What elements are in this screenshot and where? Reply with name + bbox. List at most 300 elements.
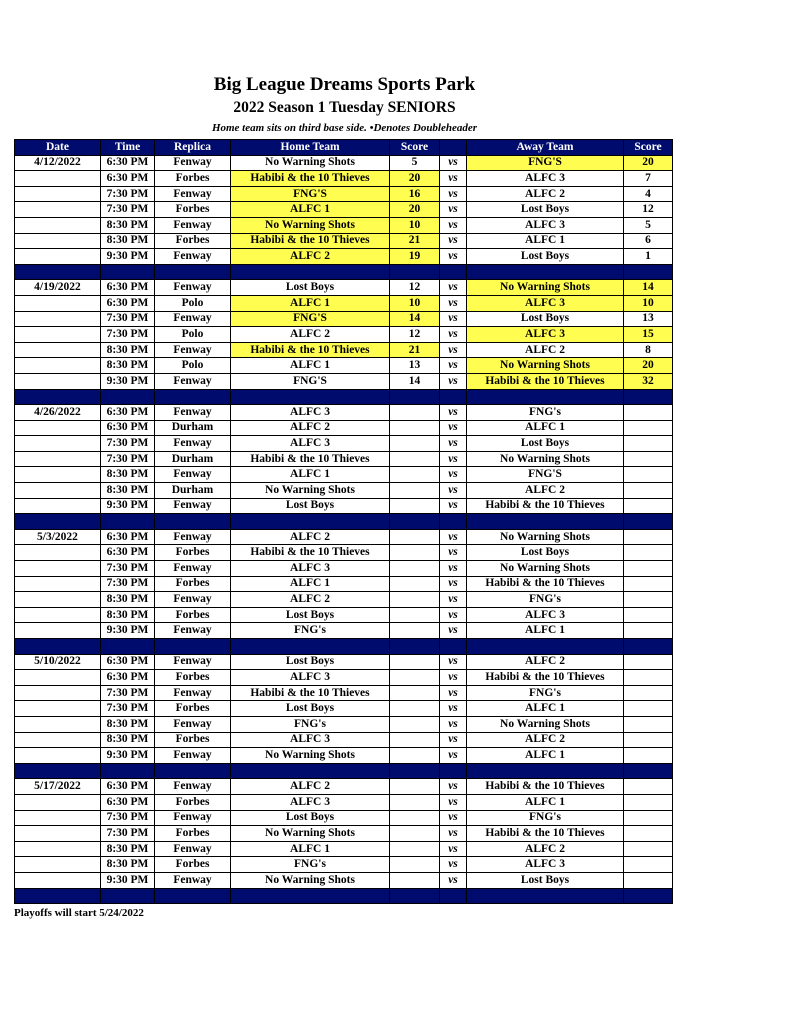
date-cell	[15, 701, 101, 717]
home-score-cell: 21	[390, 233, 440, 249]
replica-cell: Fenway	[155, 436, 231, 452]
vs-cell: vs	[440, 467, 467, 483]
away-team-cell: Habibi & the 10 Thieves	[467, 670, 624, 686]
date-cell	[15, 249, 101, 265]
date-cell	[15, 841, 101, 857]
time-cell: 7:30 PM	[101, 186, 155, 202]
table-row	[15, 701, 673, 717]
replica-cell: Fenway	[155, 592, 231, 608]
away-team-cell: ALFC 1	[467, 623, 624, 639]
vs-cell: vs	[440, 545, 467, 561]
away-score-cell: 14	[624, 280, 673, 296]
table-row	[15, 233, 673, 249]
away-team-cell: FNG's	[467, 405, 624, 421]
separator-cell	[390, 389, 440, 405]
vs-cell: vs	[440, 794, 467, 810]
page-subtitle: 2022 Season 1 Tuesday SENIORS	[233, 99, 456, 116]
separator-cell	[390, 763, 440, 779]
vs-cell: vs	[440, 607, 467, 623]
vs-cell: vs	[440, 171, 467, 187]
away-score-cell	[624, 841, 673, 857]
col-header-date: Date	[15, 140, 101, 156]
separator-cell	[231, 514, 390, 530]
replica-cell: Forbes	[155, 857, 231, 873]
home-score-cell	[390, 841, 440, 857]
home-team-cell: Lost Boys	[231, 701, 390, 717]
home-score-cell	[390, 498, 440, 514]
home-team-cell: No Warning Shots	[231, 748, 390, 764]
separator-cell	[231, 763, 390, 779]
replica-cell: Forbes	[155, 607, 231, 623]
vs-cell: vs	[440, 217, 467, 233]
table-row	[15, 249, 673, 265]
replica-cell: Fenway	[155, 405, 231, 421]
away-team-cell: ALFC 3	[467, 857, 624, 873]
replica-cell: Fenway	[155, 280, 231, 296]
home-score-cell: 16	[390, 186, 440, 202]
replica-cell: Fenway	[155, 467, 231, 483]
home-score-cell	[390, 420, 440, 436]
replica-cell: Fenway	[155, 373, 231, 389]
away-score-cell	[624, 748, 673, 764]
home-team-cell: Lost Boys	[231, 810, 390, 826]
home-team-cell: No Warning Shots	[231, 826, 390, 842]
home-team-cell: ALFC 2	[231, 779, 390, 795]
time-cell: 6:30 PM	[101, 405, 155, 421]
vs-cell: vs	[440, 685, 467, 701]
home-team-cell: Habibi & the 10 Thieves	[231, 171, 390, 187]
vs-cell: vs	[440, 592, 467, 608]
home-team-cell: No Warning Shots	[231, 483, 390, 499]
table-row	[15, 217, 673, 233]
away-score-cell: 8	[624, 342, 673, 358]
table-row	[15, 654, 673, 670]
home-team-cell: Lost Boys	[231, 498, 390, 514]
separator-cell	[101, 639, 155, 655]
time-cell: 6:30 PM	[101, 171, 155, 187]
replica-cell: Forbes	[155, 545, 231, 561]
table-row	[15, 794, 673, 810]
time-cell: 8:30 PM	[101, 233, 155, 249]
away-team-cell: FNG's	[467, 592, 624, 608]
away-team-cell: ALFC 2	[467, 732, 624, 748]
separator-cell	[440, 763, 467, 779]
away-team-cell: Habibi & the 10 Thieves	[467, 498, 624, 514]
home-team-cell: ALFC 2	[231, 420, 390, 436]
table-row	[15, 451, 673, 467]
replica-cell: Fenway	[155, 810, 231, 826]
home-team-cell: No Warning Shots	[231, 872, 390, 888]
date-cell	[15, 311, 101, 327]
separator-cell	[101, 389, 155, 405]
table-row	[15, 483, 673, 499]
vs-cell: vs	[440, 810, 467, 826]
time-cell: 8:30 PM	[101, 841, 155, 857]
col-header-home-team: Home Team	[231, 140, 390, 156]
table-row	[15, 857, 673, 873]
date-cell	[15, 607, 101, 623]
date-cell	[15, 467, 101, 483]
date-cell	[15, 373, 101, 389]
away-score-cell	[624, 545, 673, 561]
away-team-cell: ALFC 1	[467, 701, 624, 717]
table-row	[15, 810, 673, 826]
replica-cell: Fenway	[155, 872, 231, 888]
away-score-cell	[624, 794, 673, 810]
vs-cell: vs	[440, 670, 467, 686]
separator-cell	[101, 888, 155, 904]
date-cell: 4/19/2022	[15, 280, 101, 296]
table-header-row	[15, 140, 673, 156]
home-score-cell: 5	[390, 155, 440, 171]
away-score-cell	[624, 451, 673, 467]
home-team-cell: ALFC 1	[231, 358, 390, 374]
home-score-cell	[390, 529, 440, 545]
home-score-cell	[390, 716, 440, 732]
separator-cell	[101, 264, 155, 280]
away-team-cell: No Warning Shots	[467, 529, 624, 545]
time-cell: 6:30 PM	[101, 779, 155, 795]
home-score-cell	[390, 779, 440, 795]
date-cell	[15, 436, 101, 452]
home-team-cell: FNG'S	[231, 186, 390, 202]
separator-cell	[624, 514, 673, 530]
table-row	[15, 295, 673, 311]
table-row	[15, 841, 673, 857]
time-cell: 7:30 PM	[101, 436, 155, 452]
col-header-time: Time	[101, 140, 155, 156]
time-cell: 7:30 PM	[101, 685, 155, 701]
week-separator-row	[15, 639, 673, 655]
time-cell: 9:30 PM	[101, 623, 155, 639]
week-separator-row	[15, 888, 673, 904]
vs-cell: vs	[440, 576, 467, 592]
schedule-table	[14, 139, 673, 904]
away-score-cell: 13	[624, 311, 673, 327]
home-score-cell	[390, 872, 440, 888]
table-row	[15, 607, 673, 623]
replica-cell: Fenway	[155, 841, 231, 857]
away-team-cell: Habibi & the 10 Thieves	[467, 826, 624, 842]
vs-cell: vs	[440, 451, 467, 467]
vs-cell: vs	[440, 826, 467, 842]
separator-cell	[231, 264, 390, 280]
separator-cell	[155, 389, 231, 405]
home-score-cell: 19	[390, 249, 440, 265]
table-row	[15, 872, 673, 888]
table-row	[15, 327, 673, 343]
vs-cell: vs	[440, 155, 467, 171]
away-team-cell: No Warning Shots	[467, 561, 624, 577]
away-score-cell	[624, 716, 673, 732]
time-cell: 7:30 PM	[101, 826, 155, 842]
away-score-cell	[624, 483, 673, 499]
home-team-cell: Habibi & the 10 Thieves	[231, 451, 390, 467]
separator-cell	[101, 514, 155, 530]
separator-cell	[624, 888, 673, 904]
time-cell: 8:30 PM	[101, 358, 155, 374]
home-score-cell	[390, 405, 440, 421]
table-row	[15, 155, 673, 171]
home-team-cell: ALFC 2	[231, 592, 390, 608]
separator-cell	[624, 389, 673, 405]
vs-cell: vs	[440, 358, 467, 374]
home-score-cell	[390, 654, 440, 670]
replica-cell: Polo	[155, 295, 231, 311]
time-cell: 8:30 PM	[101, 217, 155, 233]
date-cell	[15, 857, 101, 873]
home-score-cell	[390, 576, 440, 592]
home-score-cell: 14	[390, 311, 440, 327]
separator-cell	[390, 514, 440, 530]
table-row	[15, 342, 673, 358]
date-cell	[15, 576, 101, 592]
date-cell	[15, 295, 101, 311]
away-team-cell: ALFC 1	[467, 794, 624, 810]
home-score-cell	[390, 794, 440, 810]
away-score-cell: 6	[624, 233, 673, 249]
away-score-cell: 10	[624, 295, 673, 311]
playoffs-footer: Playoffs will start 5/24/2022	[14, 907, 144, 919]
time-cell: 7:30 PM	[101, 576, 155, 592]
away-score-cell: 4	[624, 186, 673, 202]
home-team-cell: ALFC 3	[231, 405, 390, 421]
separator-cell	[440, 888, 467, 904]
table-row	[15, 592, 673, 608]
replica-cell: Forbes	[155, 171, 231, 187]
date-cell	[15, 420, 101, 436]
separator-cell	[390, 639, 440, 655]
date-cell	[15, 171, 101, 187]
vs-cell: vs	[440, 249, 467, 265]
page-title: Big League Dreams Sports Park	[213, 74, 476, 95]
vs-cell: vs	[440, 716, 467, 732]
vs-cell: vs	[440, 420, 467, 436]
vs-cell: vs	[440, 748, 467, 764]
replica-cell: Fenway	[155, 654, 231, 670]
home-score-cell	[390, 748, 440, 764]
time-cell: 6:30 PM	[101, 654, 155, 670]
away-team-cell: No Warning Shots	[467, 358, 624, 374]
table-row	[15, 171, 673, 187]
time-cell: 6:30 PM	[101, 529, 155, 545]
home-team-cell: ALFC 2	[231, 249, 390, 265]
table-row	[15, 623, 673, 639]
away-team-cell: ALFC 3	[467, 607, 624, 623]
replica-cell: Fenway	[155, 186, 231, 202]
separator-cell	[390, 264, 440, 280]
date-cell	[15, 685, 101, 701]
away-team-cell: ALFC 3	[467, 217, 624, 233]
home-team-cell: Lost Boys	[231, 654, 390, 670]
replica-cell: Fenway	[155, 623, 231, 639]
away-team-cell: ALFC 1	[467, 420, 624, 436]
away-team-cell: FNG's	[467, 685, 624, 701]
away-score-cell	[624, 872, 673, 888]
separator-cell	[15, 763, 101, 779]
separator-cell	[15, 639, 101, 655]
vs-cell: vs	[440, 732, 467, 748]
table-row	[15, 732, 673, 748]
date-cell	[15, 202, 101, 218]
home-team-cell: FNG'S	[231, 311, 390, 327]
separator-cell	[624, 763, 673, 779]
home-team-cell: FNG's	[231, 623, 390, 639]
away-team-cell: Lost Boys	[467, 249, 624, 265]
date-cell	[15, 217, 101, 233]
away-score-cell: 20	[624, 155, 673, 171]
home-score-cell	[390, 685, 440, 701]
home-team-cell: FNG's	[231, 857, 390, 873]
separator-cell	[390, 888, 440, 904]
away-team-cell: ALFC 2	[467, 483, 624, 499]
vs-cell: vs	[440, 373, 467, 389]
time-cell: 7:30 PM	[101, 311, 155, 327]
date-cell: 4/26/2022	[15, 405, 101, 421]
table-row	[15, 748, 673, 764]
date-cell: 4/12/2022	[15, 155, 101, 171]
separator-cell	[155, 514, 231, 530]
time-cell: 7:30 PM	[101, 202, 155, 218]
time-cell: 6:30 PM	[101, 545, 155, 561]
away-score-cell	[624, 685, 673, 701]
replica-cell: Polo	[155, 327, 231, 343]
replica-cell: Forbes	[155, 233, 231, 249]
replica-cell: Forbes	[155, 202, 231, 218]
away-score-cell	[624, 592, 673, 608]
away-score-cell	[624, 467, 673, 483]
table-row	[15, 202, 673, 218]
vs-cell: vs	[440, 483, 467, 499]
home-score-cell	[390, 592, 440, 608]
time-cell: 7:30 PM	[101, 561, 155, 577]
table-row	[15, 498, 673, 514]
home-score-cell: 14	[390, 373, 440, 389]
home-team-cell: ALFC 1	[231, 841, 390, 857]
home-team-cell: Lost Boys	[231, 280, 390, 296]
home-score-cell	[390, 467, 440, 483]
away-score-cell: 20	[624, 358, 673, 374]
home-score-cell: 10	[390, 295, 440, 311]
home-score-cell	[390, 732, 440, 748]
separator-cell	[15, 264, 101, 280]
away-team-cell: No Warning Shots	[467, 280, 624, 296]
away-score-cell	[624, 654, 673, 670]
away-team-cell: ALFC 3	[467, 295, 624, 311]
home-score-cell	[390, 436, 440, 452]
home-team-cell: ALFC 3	[231, 436, 390, 452]
schedule-note: Home team sits on third base side. •Denotes Doubleheader	[211, 122, 478, 134]
away-team-cell: ALFC 3	[467, 327, 624, 343]
home-team-cell: No Warning Shots	[231, 155, 390, 171]
replica-cell: Fenway	[155, 779, 231, 795]
away-team-cell: ALFC 2	[467, 841, 624, 857]
time-cell: 8:30 PM	[101, 467, 155, 483]
away-team-cell: FNG'S	[467, 155, 624, 171]
away-score-cell	[624, 561, 673, 577]
time-cell: 8:30 PM	[101, 732, 155, 748]
away-score-cell: 1	[624, 249, 673, 265]
time-cell: 9:30 PM	[101, 498, 155, 514]
replica-cell: Forbes	[155, 732, 231, 748]
col-header-vs	[440, 140, 467, 156]
away-score-cell: 12	[624, 202, 673, 218]
home-score-cell	[390, 810, 440, 826]
replica-cell: Durham	[155, 420, 231, 436]
time-cell: 9:30 PM	[101, 373, 155, 389]
col-header-replica: Replica	[155, 140, 231, 156]
vs-cell: vs	[440, 342, 467, 358]
time-cell: 7:30 PM	[101, 327, 155, 343]
replica-cell: Durham	[155, 483, 231, 499]
home-team-cell: Lost Boys	[231, 607, 390, 623]
home-score-cell	[390, 545, 440, 561]
home-score-cell: 20	[390, 202, 440, 218]
vs-cell: vs	[440, 498, 467, 514]
vs-cell: vs	[440, 311, 467, 327]
separator-cell	[231, 389, 390, 405]
home-score-cell: 12	[390, 280, 440, 296]
col-header-home-score: Score	[390, 140, 440, 156]
vs-cell: vs	[440, 327, 467, 343]
separator-cell	[624, 639, 673, 655]
vs-cell: vs	[440, 295, 467, 311]
replica-cell: Forbes	[155, 794, 231, 810]
home-score-cell	[390, 561, 440, 577]
separator-cell	[15, 888, 101, 904]
vs-cell: vs	[440, 529, 467, 545]
vs-cell: vs	[440, 561, 467, 577]
time-cell: 8:30 PM	[101, 716, 155, 732]
table-row	[15, 670, 673, 686]
separator-cell	[440, 639, 467, 655]
home-score-cell	[390, 483, 440, 499]
away-score-cell	[624, 420, 673, 436]
home-team-cell: ALFC 1	[231, 576, 390, 592]
home-team-cell: ALFC 3	[231, 670, 390, 686]
time-cell: 7:30 PM	[101, 810, 155, 826]
col-header-away-team: Away Team	[467, 140, 624, 156]
vs-cell: vs	[440, 841, 467, 857]
away-score-cell	[624, 826, 673, 842]
date-cell	[15, 592, 101, 608]
date-cell	[15, 623, 101, 639]
replica-cell: Forbes	[155, 670, 231, 686]
separator-cell	[440, 514, 467, 530]
date-cell	[15, 451, 101, 467]
table-row	[15, 685, 673, 701]
week-separator-row	[15, 514, 673, 530]
home-score-cell	[390, 701, 440, 717]
date-cell	[15, 233, 101, 249]
home-team-cell: Habibi & the 10 Thieves	[231, 545, 390, 561]
date-cell	[15, 186, 101, 202]
home-score-cell: 21	[390, 342, 440, 358]
replica-cell: Fenway	[155, 217, 231, 233]
home-team-cell: ALFC 3	[231, 732, 390, 748]
replica-cell: Polo	[155, 358, 231, 374]
replica-cell: Fenway	[155, 311, 231, 327]
table-row	[15, 779, 673, 795]
date-cell	[15, 327, 101, 343]
away-score-cell	[624, 405, 673, 421]
replica-cell: Fenway	[155, 529, 231, 545]
separator-cell	[467, 389, 624, 405]
replica-cell: Fenway	[155, 561, 231, 577]
away-score-cell: 32	[624, 373, 673, 389]
home-team-cell: Habibi & the 10 Thieves	[231, 685, 390, 701]
replica-cell: Fenway	[155, 716, 231, 732]
